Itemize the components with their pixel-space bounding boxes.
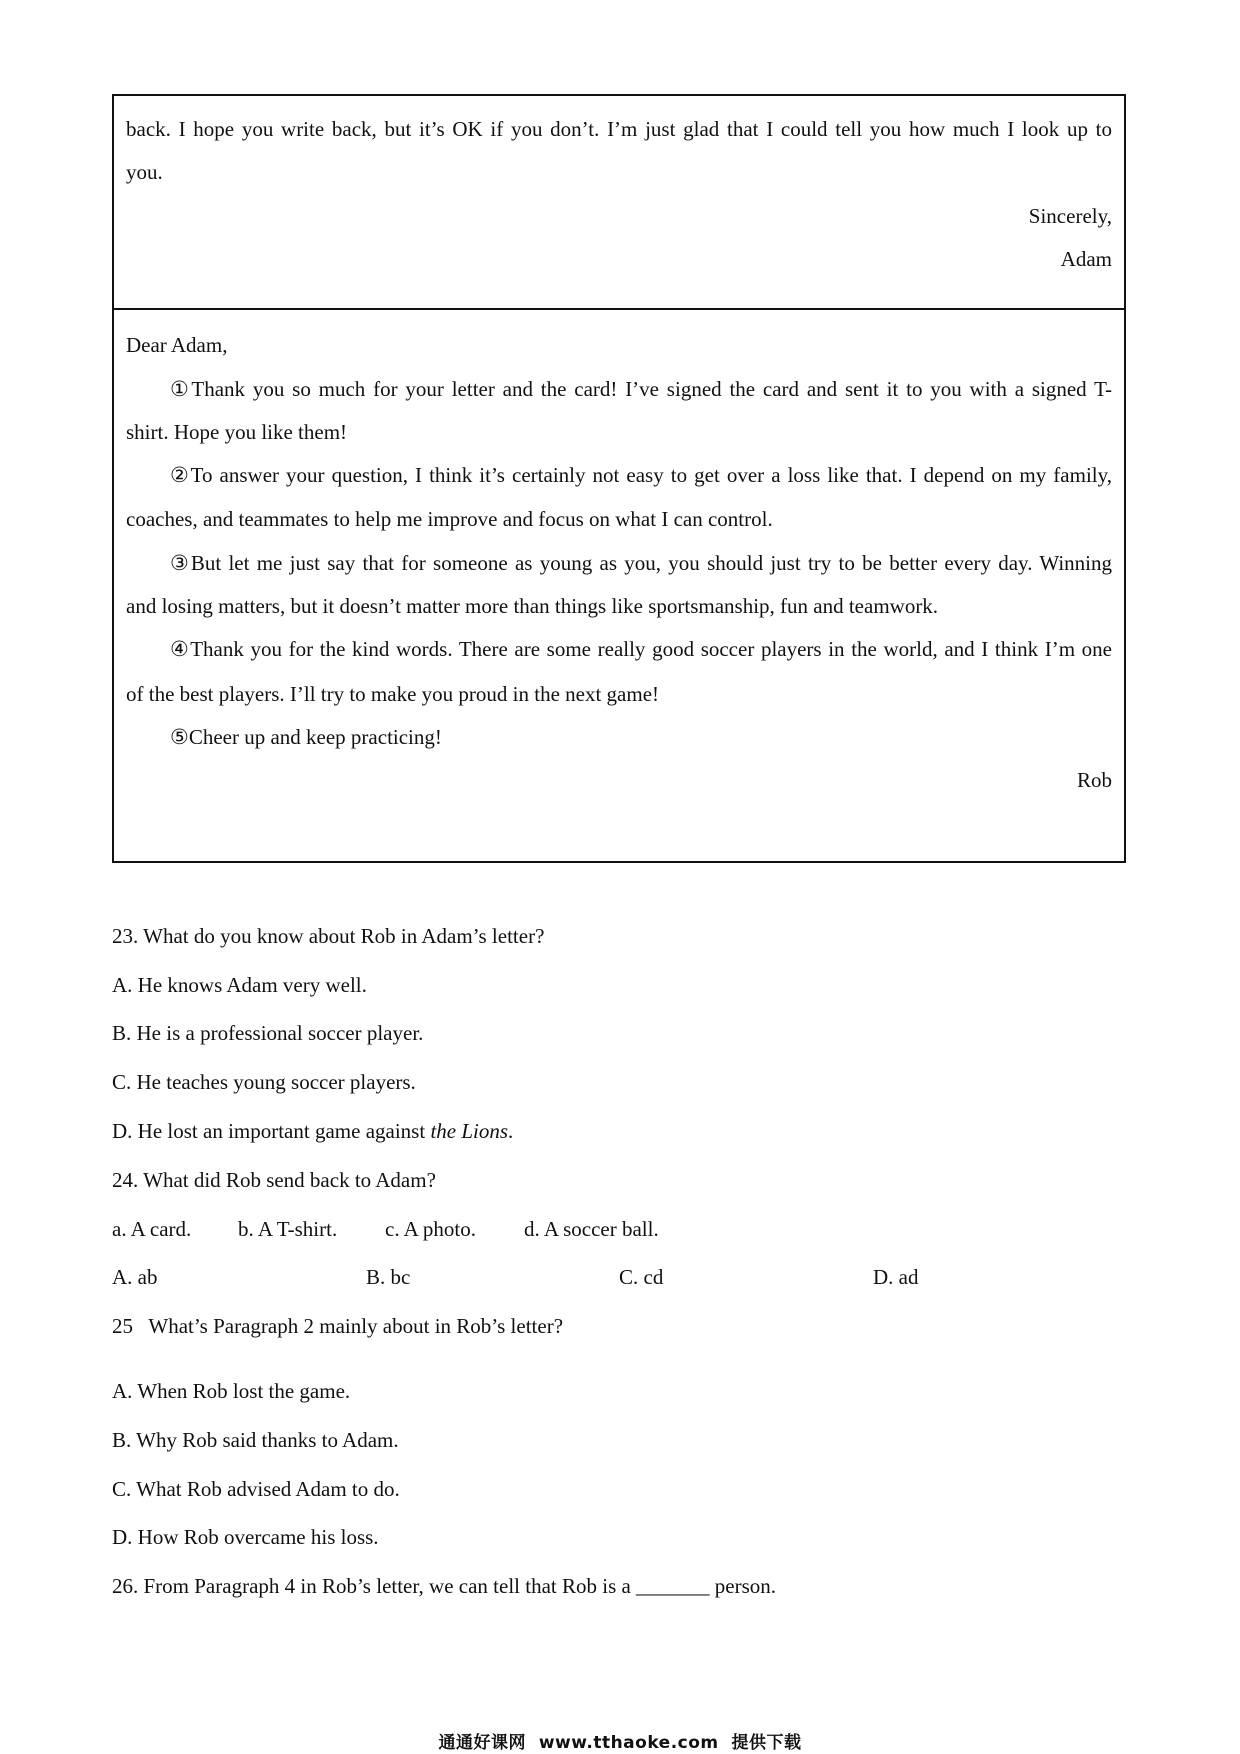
adam-letter-box [112,94,1126,310]
adam-letter-signature: Adam [1060,247,1112,271]
question-25-option-b: B. Why Rob said thanks to Adam. [112,1428,399,1452]
question-23-option-a: A. He knows Adam very well. [112,973,367,997]
question-23-option-d-suffix: . [508,1119,514,1143]
rob-paragraph-5: ⑤Cheer up and keep practicing! [170,725,442,749]
rob-paragraph-4-line-2: of the best players. I’ll try to make you proud in the next game! [126,682,660,706]
question-23-stem: 23. What do you know about Rob in Adam’s letter? [112,924,545,948]
rob-paragraph-4-line-1: ④Thank you for the kind words. There are some really good soccer players in the world, and I think I’m one [170,637,1112,661]
rob-letter-box [112,308,1126,863]
adam-letter-line-2: you. [126,160,163,184]
rob-paragraph-3-line-2: and losing matters, but it doesn’t matter more than things like sportsmanship, fun and teamwork. [126,594,939,618]
rob-paragraph-3-line-1: ③But let me just say that for someone as young as you, you should just try to be better every day. Winning [170,551,1112,575]
rob-letter-greeting: Dear Adam, [126,333,228,357]
question-25-option-c: C. What Rob advised Adam to do. [112,1477,400,1501]
adam-letter-closing: Sincerely, [1028,204,1112,228]
rob-paragraph-1-line-1: ①Thank you so much for your letter and the card! I’ve signed the card and sent it to you with a signed T- [170,377,1112,401]
question-25-option-a: A. When Rob lost the game. [112,1379,351,1403]
question-24-item-c: c. A photo. [385,1217,477,1241]
question-23-option-d-italic: the Lions [430,1119,509,1143]
question-24-option-d: D. ad [873,1265,919,1289]
question-24-option-c: C. cd [619,1265,664,1289]
question-24-item-d: d. A soccer ball. [524,1217,659,1241]
question-24-stem: 24. What did Rob send back to Adam? [112,1168,436,1192]
page-footer: 通通好课网 www.tthaoke.com 提供下载 [438,1733,802,1753]
question-25-option-d: D. How Rob overcame his loss. [112,1525,379,1549]
question-23-option-b: B. He is a professional soccer player. [112,1021,424,1045]
question-25-stem: 25 What’s Paragraph 2 mainly about in Rob’s letter? [112,1314,564,1338]
question-23-option-d [112,1118,513,1144]
question-24-option-a: A. ab [112,1265,158,1289]
rob-paragraph-2-line-1: ②To answer your question, I think it’s certainly not easy to get over a loss like that. I depend on my family, [170,463,1112,487]
question-23-option-c: C. He teaches young soccer players. [112,1070,416,1094]
question-26-stem: 26. From Paragraph 4 in Rob’s letter, we can tell that Rob is a _______ person. [112,1574,777,1598]
adam-letter-line-1: back. I hope you write back, but it’s OK if you don’t. I’m just glad that I could tell you how much I look up to [126,117,1112,141]
rob-paragraph-1-line-2: shirt. Hope you like them! [126,420,348,444]
rob-paragraph-2-line-2: coaches, and teammates to help me improve and focus on what I can control. [126,507,773,531]
question-23-option-d-prefix: D. He lost an important game against [112,1119,431,1143]
question-24-option-b: B. bc [366,1265,411,1289]
rob-letter-signature: Rob [1076,768,1112,792]
question-24-item-b: b. A T-shirt. [238,1217,338,1241]
question-24-item-a: a. A card. [112,1217,192,1241]
